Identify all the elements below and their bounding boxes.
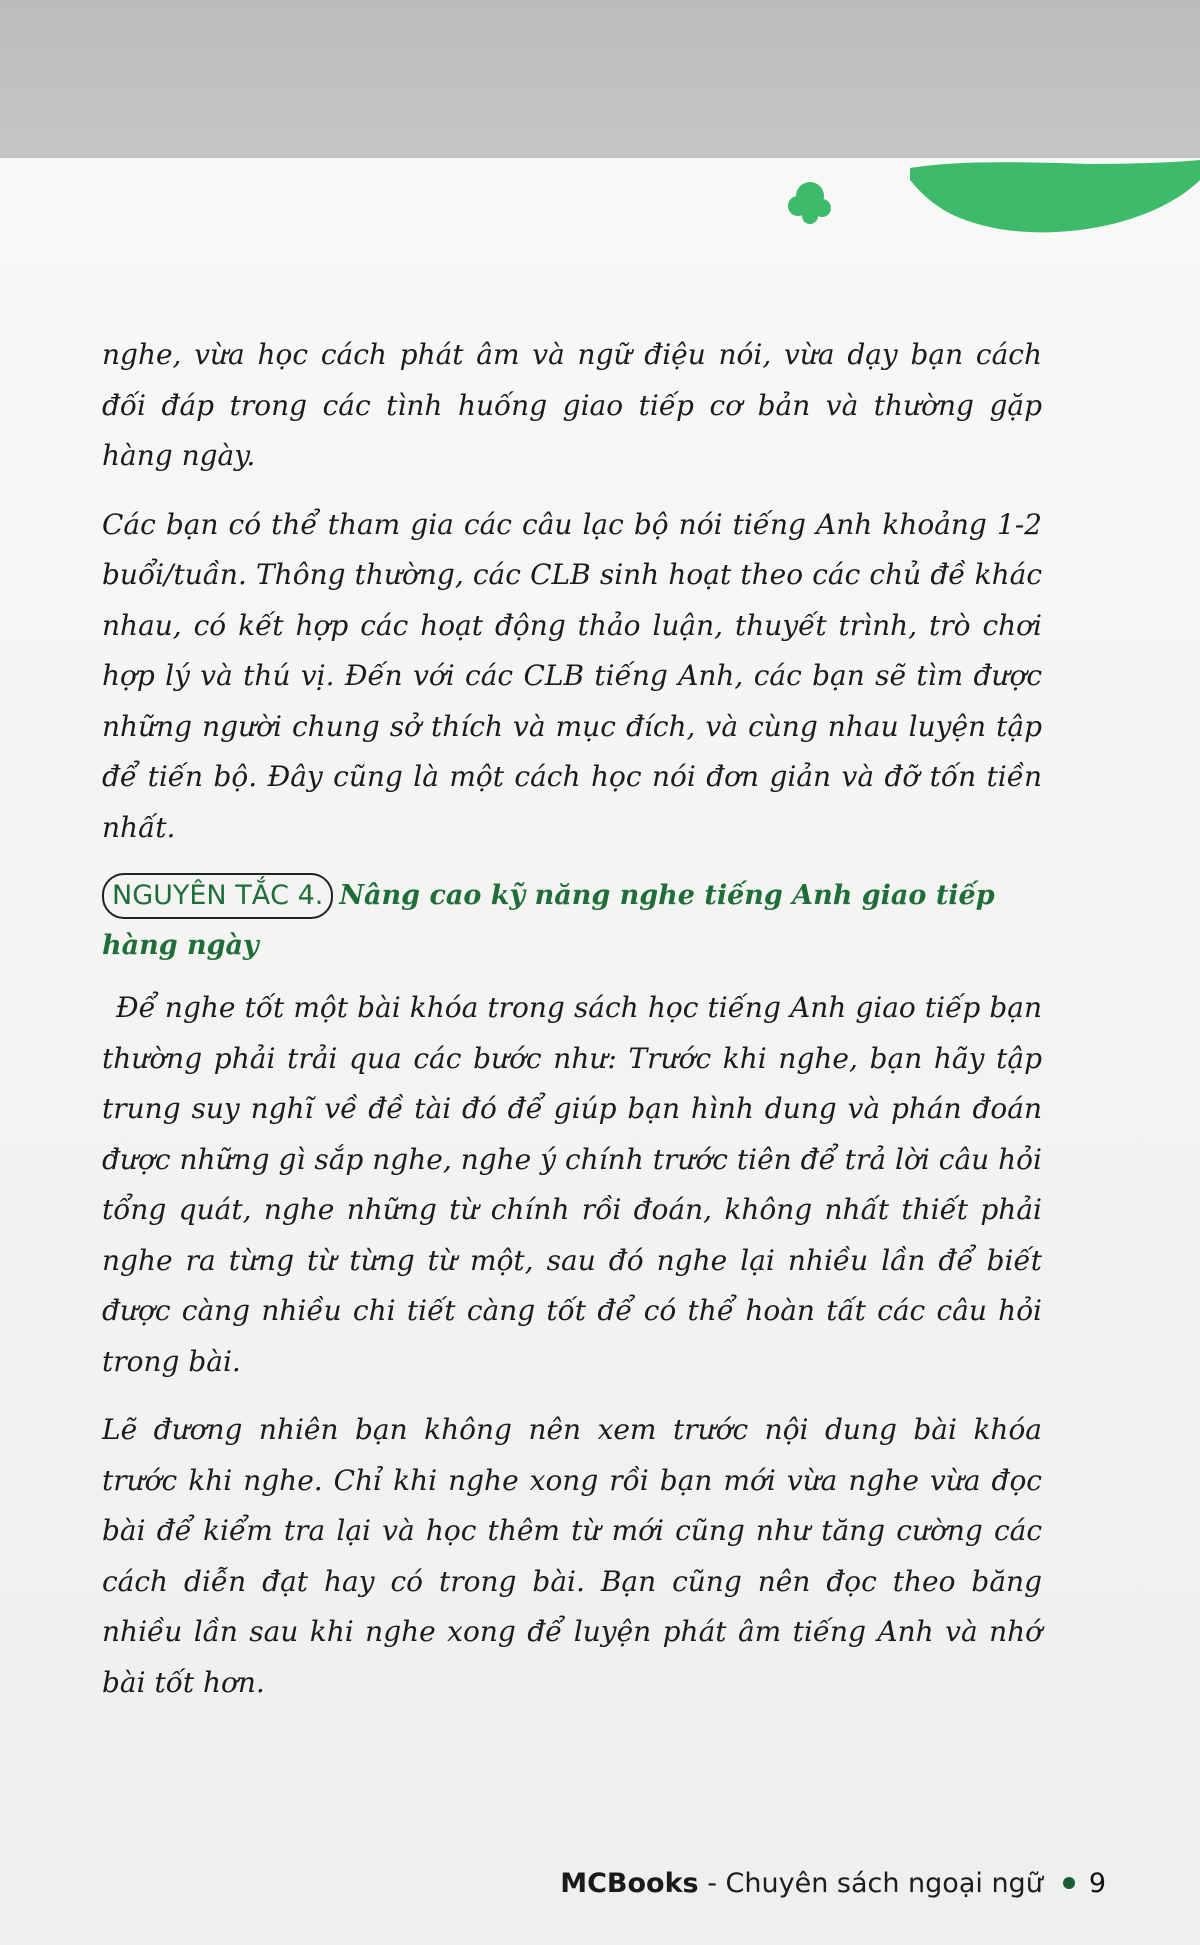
paragraph-listening-steps: Để nghe tốt một bài khóa trong sách học tiếng Anh giao tiếp bạn thường phải trải qua các bước như: Trước khi nghe, bạn hãy tập trung suy nghĩ về đề tài đó để giúp bạn hình dung và phán đoán được những gì sắp nghe, nghe ý chính trước tiên để trả lời câu hỏi tổng quát, nghe những từ chính rồi đoán, không nhất thiết phải nghe ra từng từ từng từ một, sau đó nghe lại nhiều lần để biết được càng nhiều chi tiết càng tốt để có thể hoàn tất các câu hỏi trong bài. xyxy=(102,991,1042,1378)
footer-tagline: - Chuyên sách ngoại ngữ xyxy=(698,1868,1043,1899)
footer-bullet-icon xyxy=(1063,1877,1075,1889)
green-splash-decoration xyxy=(760,160,1200,240)
page-body xyxy=(102,330,1042,1726)
page-footer xyxy=(560,1868,1106,1899)
page-number: 9 xyxy=(1088,1868,1106,1899)
rule-heading xyxy=(102,871,1042,971)
paragraph-clubs: Các bạn có thể tham gia các câu lạc bộ nói tiếng Anh khoảng 1-2 buổi/tuần. Thông thường, các CLB sinh hoạt theo các chủ đề khác nhau, có kết hợp các hoạt động thảo luận, thuyết trình, trò chơi hợp lý và thú vị. Đến với các CLB tiếng Anh, các bạn sẽ tìm được những người chung sở thích và mục đích, và cùng nhau luyện tập để tiến bộ. Đây cũng là một cách học nói đơn giản và đỡ tốn tiền nhất. xyxy=(102,507,1042,844)
paragraph-continuation: nghe, vừa học cách phát âm và ngữ điệu nói, vừa dạy bạn cách đối đáp trong các tình huống giao tiếp cơ bản và thường gặp hàng ngày. xyxy=(102,338,1042,472)
footer-brand: MCBooks xyxy=(560,1868,699,1899)
rule-badge: NGUYÊN TẮC 4. xyxy=(102,873,333,919)
paragraph-listening-advice: Lẽ đương nhiên bạn không nên xem trước nội dung bài khóa trước khi nghe. Chỉ khi nghe xong rồi bạn mới vừa nghe vừa đọc bài để kiểm tra lại và học thêm từ mới cũng như tăng cường các cách diễn đạt hay có trong bài. Bạn cũng nên đọc theo băng nhiều lần sau khi nghe xong để luyện phát âm tiếng Anh và nhớ bài tốt hơn. xyxy=(102,1413,1042,1699)
scan-top-shadow xyxy=(0,0,1200,158)
rule-title: Nâng cao kỹ năng nghe tiếng Anh giao tiếp hàng ngày xyxy=(102,880,995,961)
